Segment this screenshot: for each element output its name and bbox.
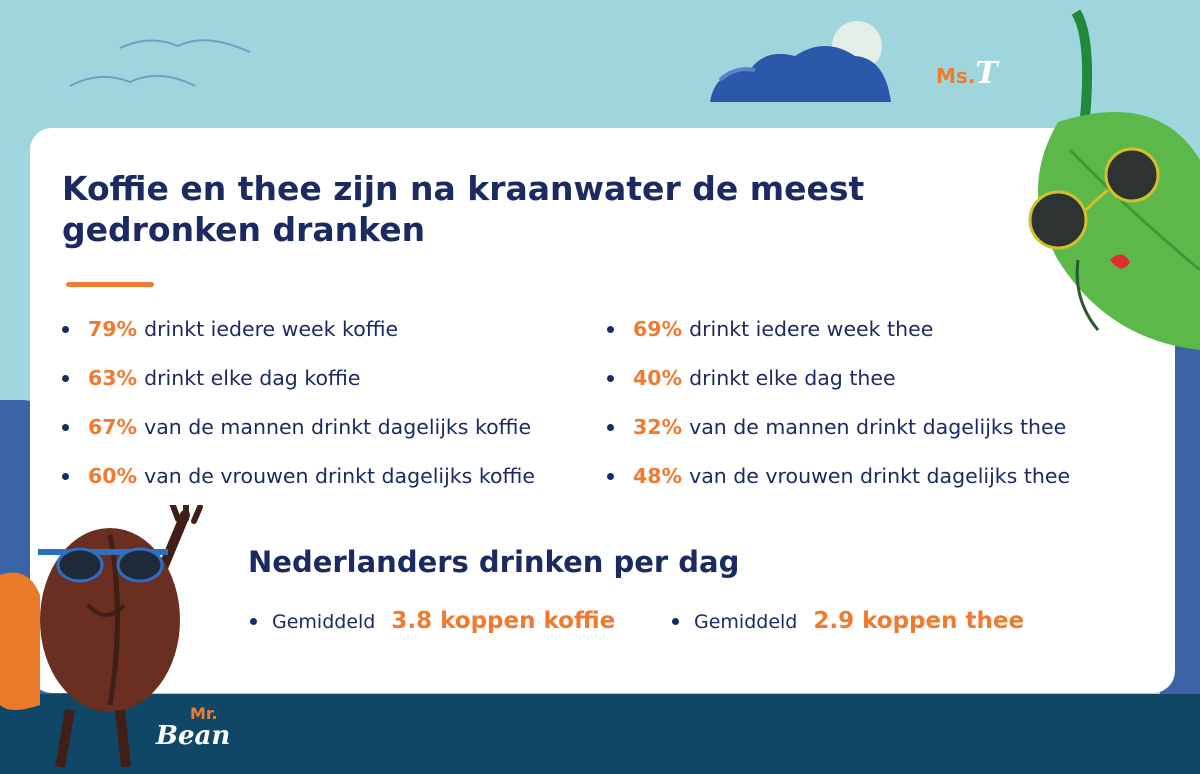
- list-item: [607, 315, 1070, 364]
- average-label: Gemiddeld: [694, 611, 798, 633]
- stat-percentage: 63%: [88, 366, 138, 390]
- cloud-sun-illustration: [705, 18, 895, 108]
- list-item: [607, 413, 1070, 462]
- stat-text: van de vrouwen drinkt dagelijks koffie: [144, 464, 535, 488]
- stat-percentage: 32%: [633, 415, 683, 439]
- list-item: [62, 315, 535, 364]
- stat-percentage: 79%: [88, 317, 138, 341]
- mr-bean-logo: [156, 705, 230, 749]
- stat-text: van de mannen drinkt dagelijks koffie: [144, 415, 532, 439]
- logo-prefix: Mr.: [190, 704, 218, 723]
- logo-prefix: Ms.: [936, 64, 976, 88]
- ms-t-logo: [936, 56, 998, 91]
- coffee-average: [250, 606, 615, 637]
- tea-stats-list: [607, 315, 1070, 511]
- stat-text: drinkt iedere week thee: [689, 317, 934, 341]
- stat-percentage: 40%: [633, 366, 683, 390]
- list-item: [62, 462, 535, 511]
- list-item: [607, 462, 1070, 511]
- stat-text: drinkt elke dag thee: [689, 366, 896, 390]
- stat-percentage: 67%: [88, 415, 138, 439]
- average-value: 3.8 koppen koffie: [391, 608, 616, 634]
- tea-leaf-mascot: [1018, 10, 1200, 355]
- list-item: [607, 364, 1070, 413]
- stat-percentage: 48%: [633, 464, 683, 488]
- list-item: [62, 413, 535, 462]
- average-value: 2.9 koppen thee: [813, 608, 1025, 634]
- page-title: Koffie en thee zijn na kraanwater de meest gedronken dranken: [62, 169, 865, 249]
- coffee-stats-list: [62, 315, 535, 511]
- logo-name: Bean: [156, 721, 231, 751]
- stat-percentage: 60%: [88, 464, 138, 488]
- birds-illustration: [60, 30, 260, 100]
- stat-text: van de mannen drinkt dagelijks thee: [689, 415, 1067, 439]
- list-item: [62, 364, 535, 413]
- stat-text: drinkt elke dag koffie: [144, 366, 361, 390]
- stat-text: van de vrouwen drinkt dagelijks thee: [689, 464, 1071, 488]
- per-day-title: Nederlanders drinken per dag: [248, 545, 740, 579]
- logo-letter: T: [975, 56, 998, 91]
- tea-average: [672, 606, 1024, 637]
- stat-percentage: 69%: [633, 317, 683, 341]
- stat-text: drinkt iedere week koffie: [144, 317, 399, 341]
- title-underline: [66, 282, 154, 287]
- average-label: Gemiddeld: [272, 611, 376, 633]
